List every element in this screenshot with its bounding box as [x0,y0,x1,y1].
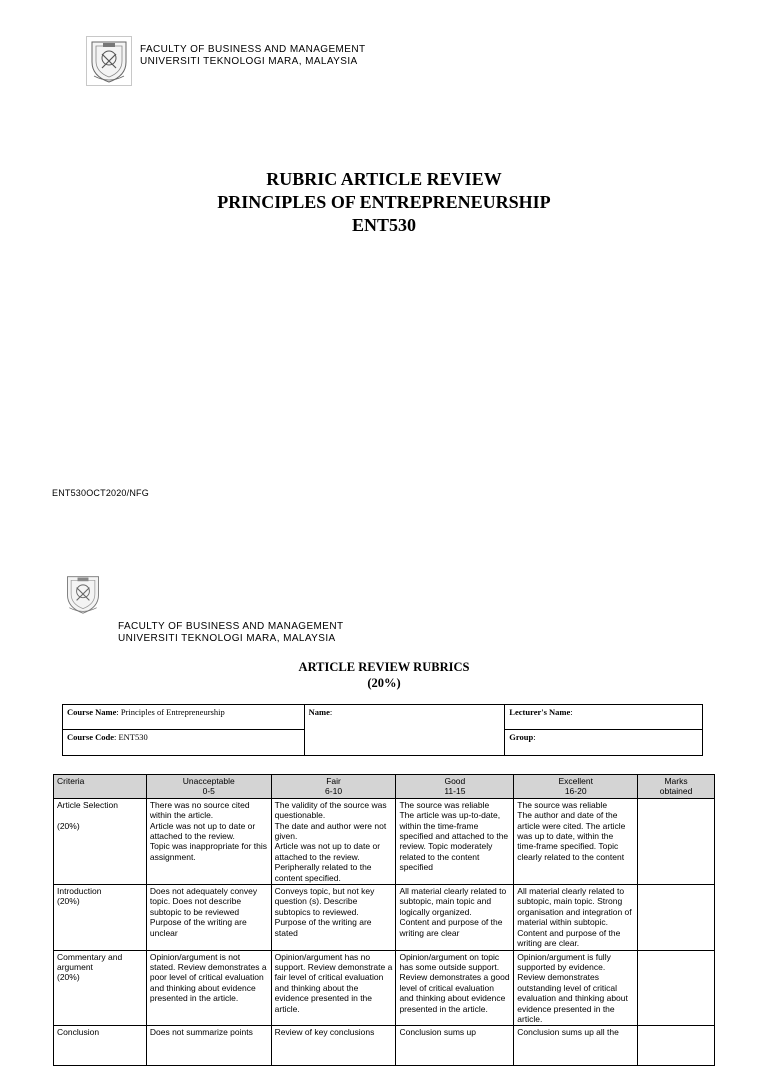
rubric-cell-excellent [514,885,638,950]
rubric-cell-text: Opinion/argument has no support. Review demonstrate a fair level of critical evaluation and thinking about the evidence presented in the article. [274,951,393,1014]
rubric-cell-text: The validity of the source was questionable. [274,799,387,821]
rubric-cell-criteria [54,885,147,950]
university-crest-logo [86,36,132,86]
rubric-cell-text: Does not summarize points [149,1027,253,1038]
rubric-cell-text: (20%) [57,820,80,831]
rubric-cell-text: Opinion/argument is fully supported by evidence. [517,951,611,972]
rubric-cell-criteria [54,798,147,884]
rubric-row [54,950,715,1026]
header-good: Good 11-15 [396,775,514,799]
rubric-cell-text: Review demonstrates outstanding level of critical evaluation and thinking about evidence presented in the article. [517,972,628,1024]
rubric-row [54,885,715,950]
rubric-cell-text: Commentary and argument [57,951,123,972]
header-unacceptable: Unacceptable 0-5 [146,775,271,799]
rubric-cell-text: There was no source cited within the article. [149,799,250,821]
rubric-cell-fair [271,950,396,1026]
marks-obtained-cell[interactable] [638,950,715,1026]
rubric-cell-text: The article was up-to-date, within the time-frame specified and attached to the review. Topic moderately related to the content specified [399,810,509,873]
doc-title-line-1: RUBRIC ARTICLE REVIEW [266,169,502,189]
course-name-cell: Course Name: Principles of Entrepreneurship [63,705,305,730]
rubric-cell-text: Content and purpose of the writing are clear [399,917,503,938]
rubric-cell-text: Introduction [57,886,102,897]
rubric-cell-text: Opinion/argument is not stated. Review demonstrates a poor level of critical evaluation and thinking about evidence presented in the article. [149,951,267,1004]
marks-obtained-cell[interactable] [638,885,715,950]
faculty-name-2: FACULTY OF BUSINESS AND MANAGEMENT [118,621,344,632]
course-code-cell: Course Code: ENT530 [63,730,305,756]
rubric-cell-text: The author and date of the article were cited. The article was up to date, within the time-frame specified. Topic clearly related to the content [517,810,626,862]
rubric-cell-text: (20%) [57,896,80,907]
group-cell[interactable]: Group: [505,730,703,756]
rubric-cell-text: Peripherally related to the content specified. [274,862,372,883]
rubric-cell-excellent [514,950,638,1026]
rubric-row [54,798,715,884]
header-criteria: Criteria [54,775,147,799]
university-name: UNIVERSITI TEKNOLOGI MARA, MALAYSIA [140,56,358,67]
rubric-cell-text: (20%) [57,972,80,983]
lecturer-name-cell[interactable]: Lecturer's Name: [505,705,703,730]
rubric-cell-text: Purpose of the writing are stated [274,917,372,938]
rubric-cell-fair [271,1026,396,1066]
rubric-cell-excellent [514,1026,638,1066]
rubric-cell-text: All material clearly related to subtopic, main topic and logically organized. [399,886,507,917]
rubric-cell-text: Purpose of the writing are unclear [149,917,247,938]
rubric-cell-criteria [54,950,147,1026]
rubric-cell-good [396,950,514,1026]
rubric-cell-text [57,810,143,820]
rubric-cell-unacceptable [146,950,271,1026]
rubric-cell-text: Topic was inappropriate for this assignment. [149,841,268,862]
rubric-cell-text: The source was reliable [399,799,490,810]
rubric-cell-text: Content and purpose of the writing are clear. [517,927,621,949]
rubric-cell-text: Article was not up to date or attached to the review. [274,841,381,862]
rubric-cell-good [396,798,514,884]
rubric-cell-good [396,885,514,950]
header-marks: Marks obtained [638,775,715,799]
rubric-cell-unacceptable [146,798,271,884]
rubric-cell-text: Conclusion sums up all the [517,1027,619,1038]
rubric-cell-criteria [54,1026,147,1066]
faculty-name: FACULTY OF BUSINESS AND MANAGEMENT [140,44,366,55]
rubric-cell-fair [271,798,396,884]
rubric-cell-text: Article was not up to date or attached to the review. [149,820,256,842]
rubric-cell-excellent [514,798,638,884]
rubric-cell-unacceptable [146,885,271,950]
course-info-box [62,704,703,756]
rubric-heading: ARTICLE REVIEW RUBRICS [298,660,470,674]
marks-obtained-cell[interactable] [638,1026,715,1066]
rubric-cell-text: All material clearly related to subtopic, main topic. Strong organisation and integration of material within subtopic. [517,886,632,928]
header-fair: Fair 6-10 [271,775,396,799]
rubric-header-row [54,775,715,799]
rubric-cell-text: The date and author were not given. [274,820,387,842]
rubric-cell-fair [271,885,396,950]
document-code: ENT530OCT2020/NFG [52,488,149,498]
rubric-cell-text: Review of key conclusions [274,1027,375,1038]
doc-title-line-2: PRINCIPLES OF ENTREPRENEURSHIP [217,192,551,212]
university-crest-logo-2 [62,570,104,618]
rubric-cell-unacceptable [146,1026,271,1066]
rubric-cell-text: Conclusion [57,1027,100,1038]
student-name-cell[interactable]: Name: [304,705,505,756]
rubric-table [53,774,715,1066]
rubric-row [54,1026,715,1066]
rubric-cell-good [396,1026,514,1066]
header-excellent: Excellent 16-20 [514,775,638,799]
rubric-cell-text: Opinion/argument on topic has some outside support. Review demonstrates a good level of critical evaluation and thinking about evidence presented in the article. [399,951,510,1014]
university-name-2: UNIVERSITI TEKNOLOGI MARA, MALAYSIA [118,633,336,644]
doc-title-line-3: ENT530 [351,215,416,235]
rubric-cell-text: Conclusion sums up [399,1027,476,1038]
rubric-cell-text: The source was reliable [517,799,608,810]
marks-obtained-cell[interactable] [638,798,715,884]
rubric-cell-text: Conveys topic, but not key question (s). Describe subtopics to reviewed. [274,886,375,917]
rubric-weight: (20%) [367,676,401,690]
rubric-cell-text: Does not adequately convey topic. Does not describe subtopic to be reviewed [149,886,258,917]
rubric-cell-text: Article Selection [57,799,118,810]
